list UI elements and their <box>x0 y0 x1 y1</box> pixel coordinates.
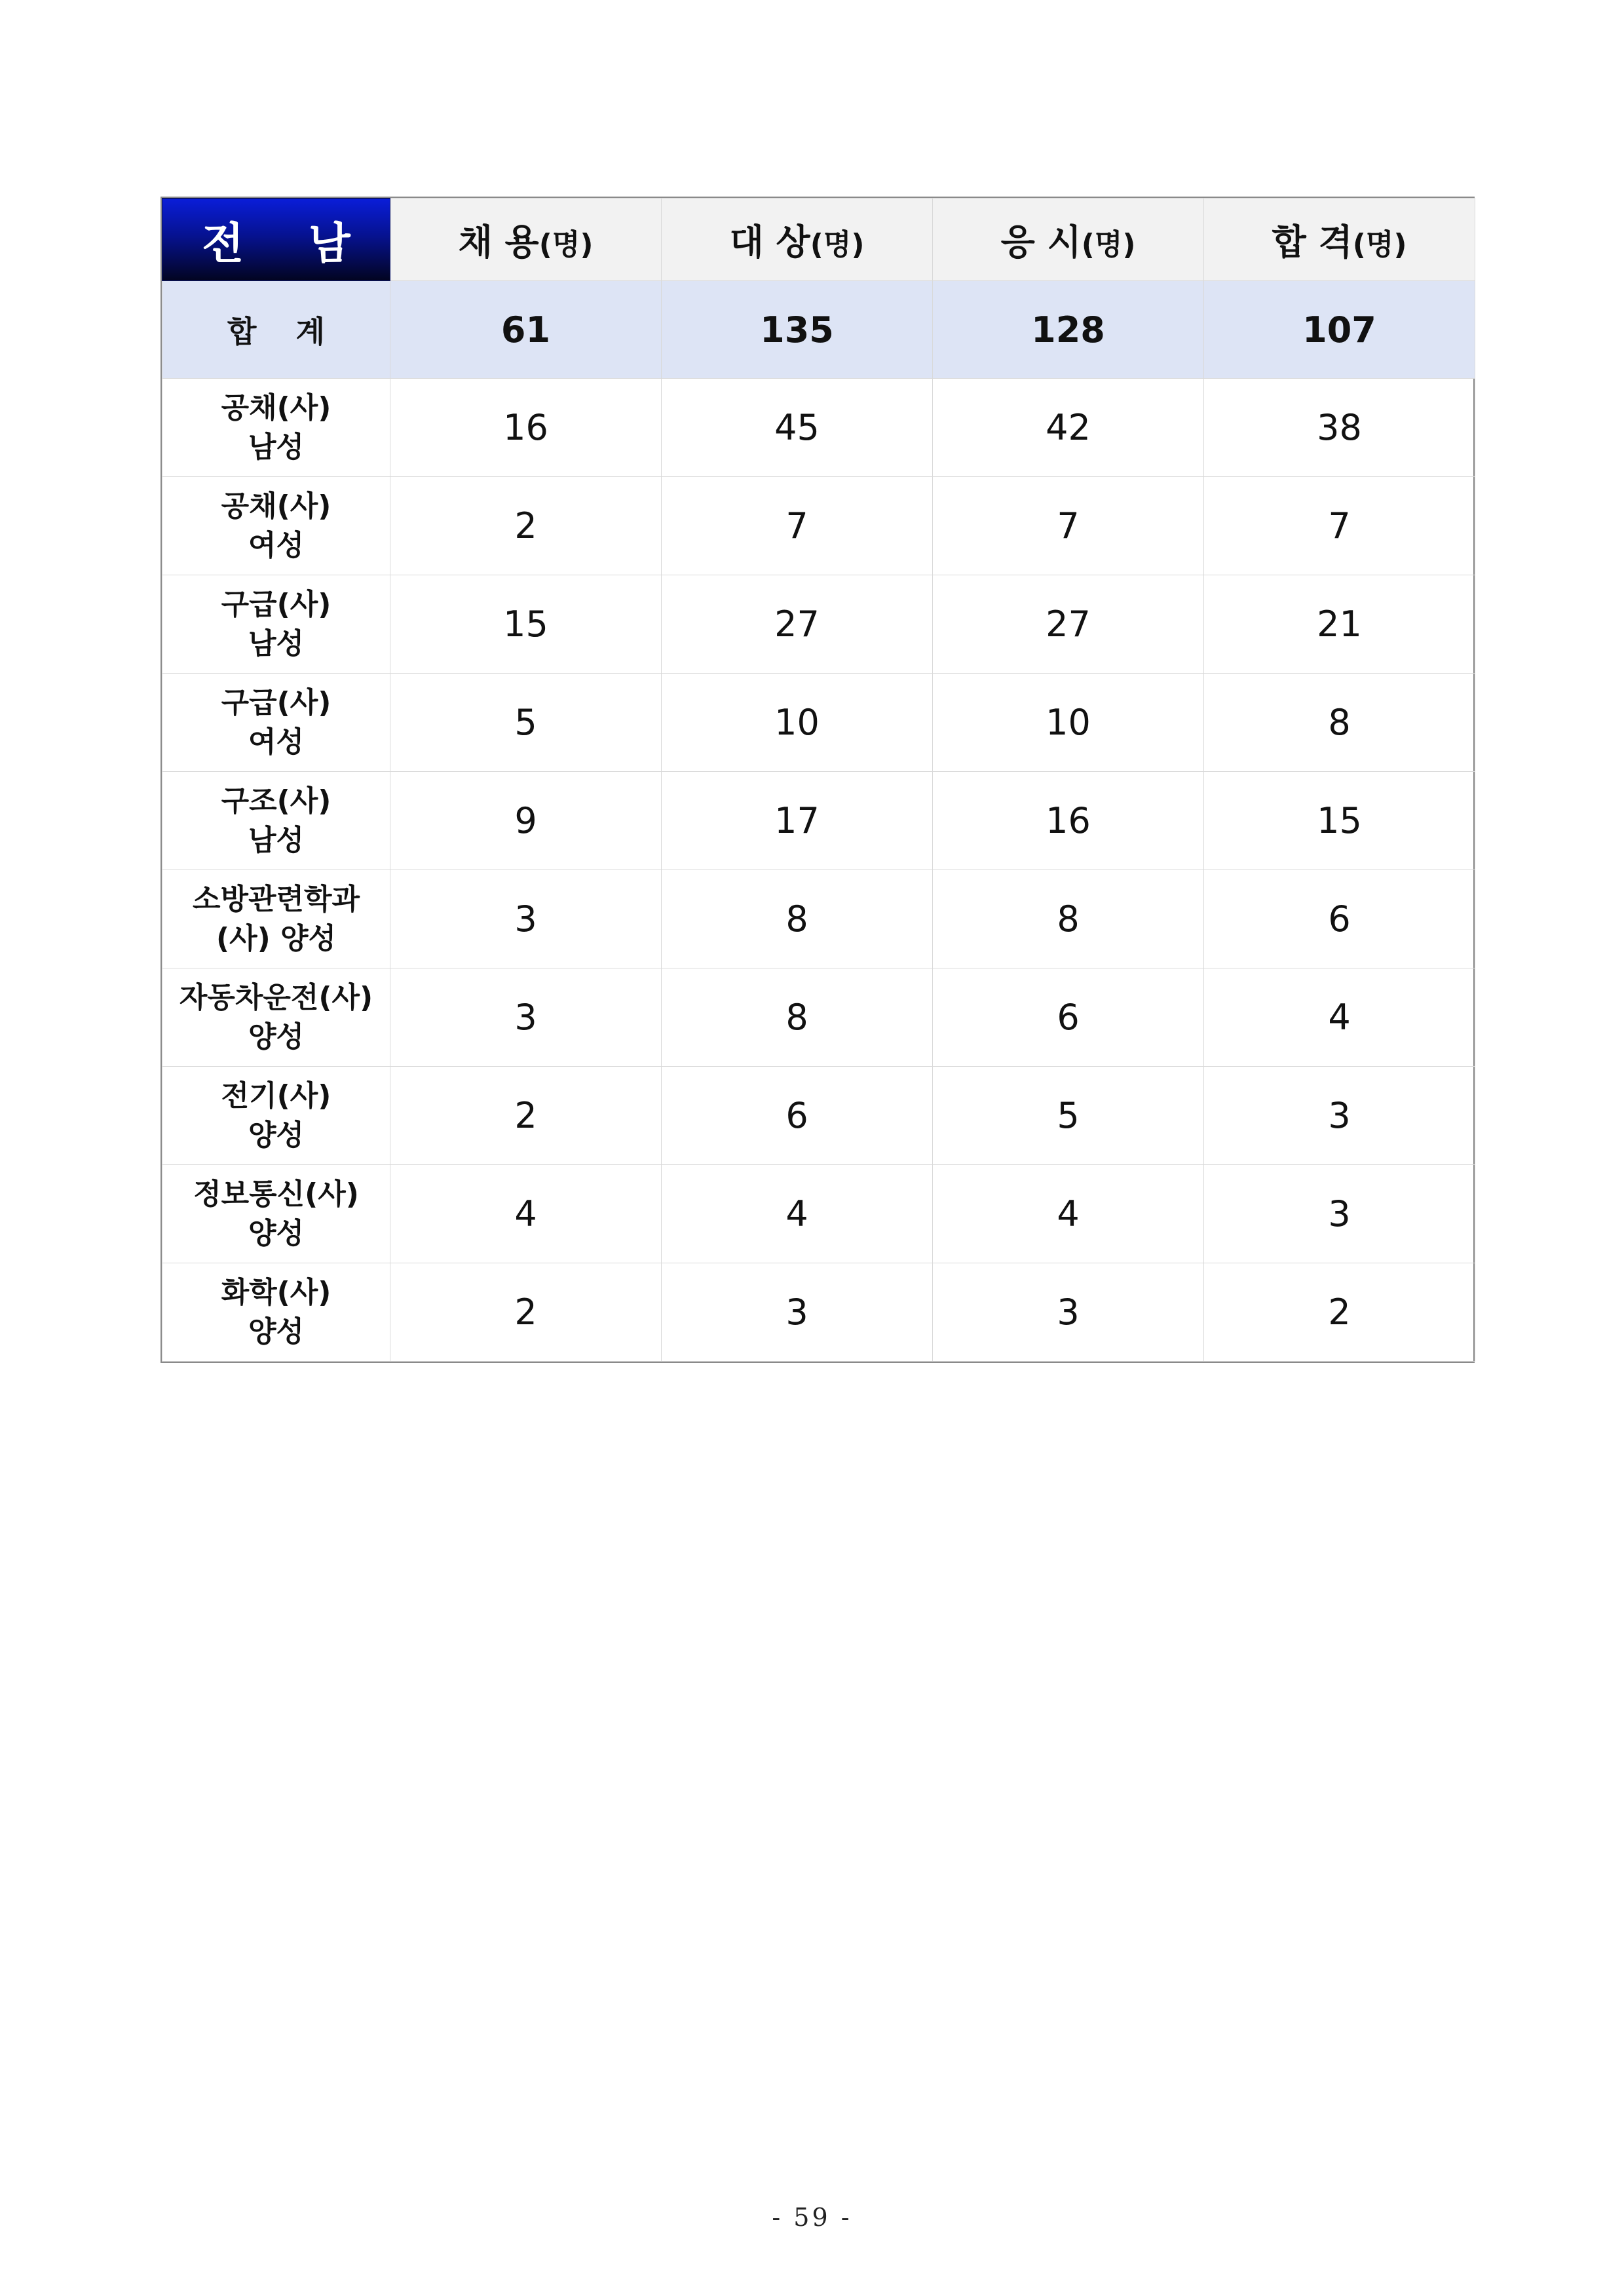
table-cell: 7 <box>1204 477 1475 575</box>
total-cell: 61 <box>390 281 662 379</box>
table-cell: 5 <box>390 674 662 772</box>
total-row <box>162 281 1475 379</box>
table-cell: 2 <box>1204 1263 1475 1362</box>
table-cell: 4 <box>933 1165 1204 1263</box>
table-row <box>162 1165 1475 1263</box>
table-cell: 3 <box>390 870 662 968</box>
recruitment-table-container <box>161 197 1475 1363</box>
table-row <box>162 968 1475 1067</box>
table-cell: 16 <box>390 379 662 477</box>
table-cell: 2 <box>390 1263 662 1362</box>
row-label: 소방관련학과 (사) 양성 <box>162 870 390 968</box>
table-row <box>162 575 1475 674</box>
table-cell: 4 <box>390 1165 662 1263</box>
column-header-eligible: 대 상(명) <box>662 199 933 281</box>
table-cell: 42 <box>933 379 1204 477</box>
total-cell: 107 <box>1204 281 1475 379</box>
table-row <box>162 1067 1475 1165</box>
table-cell: 8 <box>933 870 1204 968</box>
table-cell: 7 <box>662 477 933 575</box>
row-label: 구급(사) 여성 <box>162 674 390 772</box>
column-header-hired: 채 용(명) <box>390 199 662 281</box>
column-header-passed: 합 격(명) <box>1204 199 1475 281</box>
table-cell: 6 <box>662 1067 933 1165</box>
table-row <box>162 379 1475 477</box>
row-label: 자동차운전(사) 양성 <box>162 968 390 1067</box>
table-row <box>162 772 1475 870</box>
table-cell: 5 <box>933 1067 1204 1165</box>
table-row <box>162 1263 1475 1362</box>
total-label: 합 계 <box>162 281 390 379</box>
row-label: 공채(사) 여성 <box>162 477 390 575</box>
table-cell: 15 <box>1204 772 1475 870</box>
table-cell: 4 <box>662 1165 933 1263</box>
table-cell: 3 <box>933 1263 1204 1362</box>
table-row <box>162 674 1475 772</box>
table-row <box>162 477 1475 575</box>
row-label: 구급(사) 남성 <box>162 575 390 674</box>
row-label: 전기(사) 양성 <box>162 1067 390 1165</box>
table-cell: 2 <box>390 477 662 575</box>
table-cell: 10 <box>933 674 1204 772</box>
page-number: - 59 - <box>772 2203 852 2232</box>
table-cell: 3 <box>1204 1067 1475 1165</box>
table-cell: 8 <box>662 870 933 968</box>
table-cell: 27 <box>662 575 933 674</box>
row-label: 정보통신(사) 양성 <box>162 1165 390 1263</box>
row-label: 구조(사) 남성 <box>162 772 390 870</box>
table-cell: 38 <box>1204 379 1475 477</box>
table-cell: 4 <box>1204 968 1475 1067</box>
table-cell: 6 <box>933 968 1204 1067</box>
header-row <box>162 199 1475 281</box>
table-cell: 45 <box>662 379 933 477</box>
table-cell: 15 <box>390 575 662 674</box>
table-cell: 6 <box>1204 870 1475 968</box>
table-cell: 2 <box>390 1067 662 1165</box>
table-cell: 3 <box>390 968 662 1067</box>
row-label: 화학(사) 양성 <box>162 1263 390 1362</box>
recruitment-table <box>162 198 1475 1362</box>
table-row <box>162 870 1475 968</box>
table-cell: 7 <box>933 477 1204 575</box>
row-label: 공채(사) 남성 <box>162 379 390 477</box>
total-cell: 135 <box>662 281 933 379</box>
column-header-applied: 응 시(명) <box>933 199 1204 281</box>
table-cell: 9 <box>390 772 662 870</box>
table-cell: 27 <box>933 575 1204 674</box>
total-cell: 128 <box>933 281 1204 379</box>
table-cell: 16 <box>933 772 1204 870</box>
table-cell: 21 <box>1204 575 1475 674</box>
table-cell: 8 <box>662 968 933 1067</box>
table-cell: 17 <box>662 772 933 870</box>
table-cell: 3 <box>1204 1165 1475 1263</box>
region-header: 전 남 <box>162 199 390 281</box>
table-cell: 8 <box>1204 674 1475 772</box>
table-cell: 3 <box>662 1263 933 1362</box>
table-cell: 10 <box>662 674 933 772</box>
